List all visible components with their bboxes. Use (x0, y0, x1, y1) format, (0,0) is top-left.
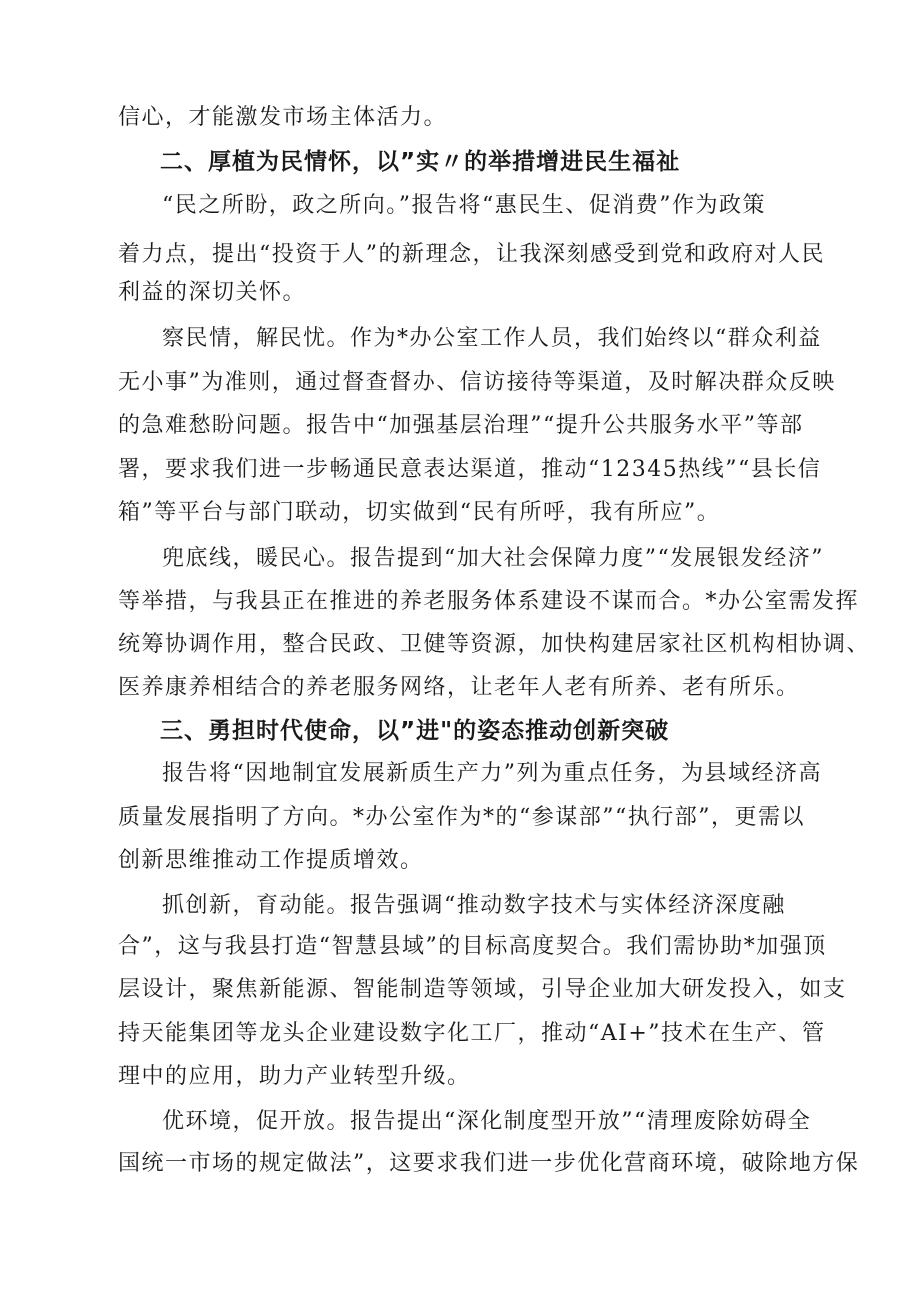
text-line: “民之所盼，政之所向。”报告将“惠民生、促消费”作为政策 (162, 193, 766, 218)
text-line: 报告将“因地制宜发展新质生产力”列为重点任务，为县域经济高 (162, 761, 822, 786)
text-line: 创新思维推动工作提质增效。 (118, 848, 424, 873)
text-line: 箱”等平台与部门联动，切实做到“民有所呼，我有所应”。 (118, 500, 721, 525)
section-heading: 二、厚植为民情怀，以”实〃的举措增进民生福祉 (160, 149, 681, 175)
text-line: 持天能集团等龙头企业建设数字化工厂，推动“AI+”技术在生产、管 (118, 1021, 826, 1046)
text-line: 兜底线，暖民心。报告提到“加大社会保障力度”“发展银发经济” (162, 546, 824, 571)
text-line: 统筹协调作用，整合民政、卫健等资源，加快构建居家社区机构相协调、 (118, 632, 871, 657)
text-line: 察民情，解民忧。作为*办公室工作人员，我们始终以“群众利益 (162, 326, 822, 351)
text-line: 着力点，提出“投资于人”的新理念，让我深刻感受到党和政府对人民 (118, 242, 825, 267)
text-line: 的急难愁盼问题。报告中“加强基层治理”“提升公共服务水平”等部 (118, 413, 804, 438)
section-heading: 三、勇担时代使命，以”进"的姿态推动创新突破 (160, 718, 670, 744)
text-line: 信心，才能激发市场主体活力。 (118, 105, 448, 130)
text-line: 国统一市场的规定做法”，这要求我们进一步优化营商环境，破除地方保 (118, 1151, 860, 1176)
text-line: 层设计，聚焦新能源、智能制造等领域，引导企业加大研发投入，如支 (118, 977, 847, 1002)
text-line: 抓创新，育动能。报告强调“推动数字技术与实体经济深度融 (162, 893, 786, 918)
text-line: 合”，这与我县打造“智慧县域”的目标高度契合。我们需协助*加强顶 (118, 934, 827, 959)
text-line: 医养康养相结合的养老服务网络，让老年人老有所养、老有所乐。 (118, 675, 800, 700)
text-line: 质量发展指明了方向。*办公室作为*的“参谋部”“执行部”，更需以 (118, 805, 805, 830)
text-line: 利益的深切关怀。 (118, 280, 307, 305)
text-line: 等举措，与我县正在推进的养老服务体系建设不谋而合。*办公室需发挥 (118, 589, 860, 614)
text-line: 优环境，促开放。报告提出“深化制度型开放”“清理废除妨碍全 (162, 1109, 812, 1134)
text-line: 无小事”为准则，通过督查督办、信访接待等渠道，及时解决群众反映 (118, 370, 836, 395)
text-line: 署，要求我们进一步畅通民意表达渠道，推动“12345热线”“县长信 (118, 457, 822, 482)
text-line: 理中的应用，助力产业转型升级。 (118, 1064, 471, 1089)
